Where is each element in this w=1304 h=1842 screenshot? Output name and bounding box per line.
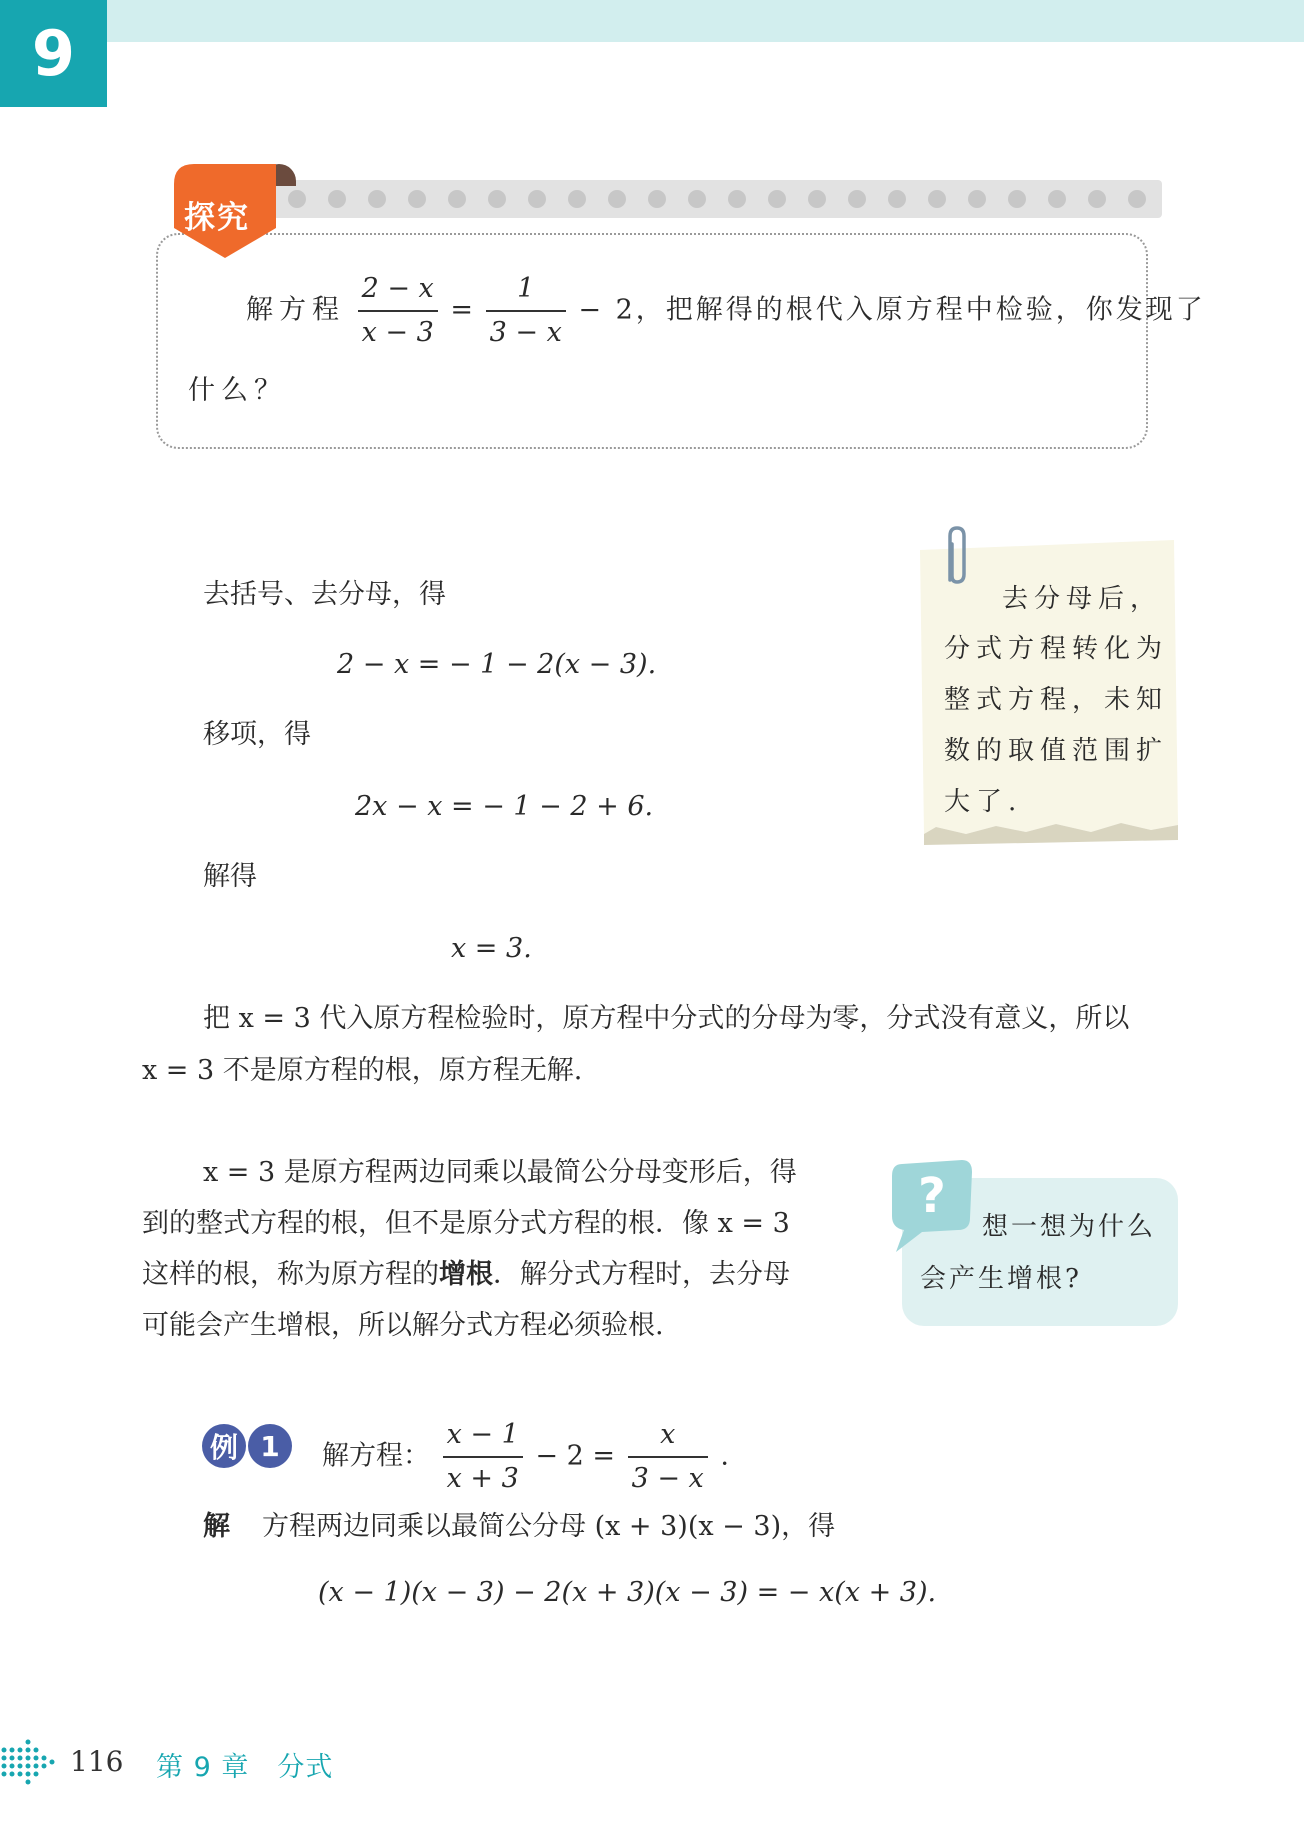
strip-dot: [968, 190, 986, 208]
explore-suffix: − 2，把解得的根代入原方程中检验，你发现了: [578, 294, 1206, 326]
strip-dot: [528, 190, 546, 208]
explore-tab-label: 探究: [184, 200, 250, 236]
strip-dot: [1128, 190, 1146, 208]
note-line: 整式方程，未知: [944, 685, 1169, 715]
strip-dot: [408, 190, 426, 208]
explore-fraction-2: [486, 272, 566, 350]
fraction-denominator: x − 3: [358, 310, 438, 350]
strip-dot: [888, 190, 906, 208]
strip-dot: [808, 190, 826, 208]
strip-dot: [368, 190, 386, 208]
equation-2: 2x − x = − 1 − 2 + 6.: [355, 791, 654, 822]
strip-dot: [488, 190, 506, 208]
note-line: 大了.: [944, 787, 1023, 817]
note-line: 去分母后，: [1002, 584, 1163, 614]
chapter-number-badge: 9: [0, 0, 107, 107]
note-line: 数的取值范围扩: [944, 736, 1169, 766]
example-prefix: 解方程：: [322, 1440, 430, 1472]
example-fraction-2: [628, 1418, 708, 1496]
strip-dot: [1008, 190, 1026, 208]
question-line-2: 会产生增根?: [920, 1264, 1082, 1294]
paragraph-text: 这样的根，称为原方程的: [142, 1259, 439, 1290]
footer-chapter-label: 第 9 章 分式: [156, 1752, 334, 1783]
equation-3: x = 3.: [451, 933, 532, 964]
strip-dot: [448, 190, 466, 208]
fraction-numerator: x − 1: [446, 1419, 519, 1450]
paragraph-text: ．解分式方程时，去分母: [493, 1259, 790, 1290]
page-number: 116: [70, 1745, 124, 1778]
paragraph-2-line-1: x = 3 是原方程两边同乘以最简公分母变形后，得: [203, 1157, 797, 1188]
strip-dot: [768, 190, 786, 208]
strip-dot: [568, 190, 586, 208]
strip-dot: [648, 190, 666, 208]
fraction-denominator: 3 − x: [628, 1456, 708, 1496]
paragraph-2-line-3: [142, 1258, 790, 1292]
fraction-numerator: x: [660, 1419, 676, 1450]
paragraph-2-line-2: 到的整式方程的根，但不是原分式方程的根．像 x = 3: [142, 1208, 790, 1239]
fraction-numerator: 1: [517, 273, 535, 304]
question-mark: ?: [918, 1168, 946, 1224]
strip-dot: [288, 190, 306, 208]
example-middle: − 2 =: [535, 1440, 615, 1472]
paragraph-2-line-4: 可能会产生增根，所以解分式方程必须验根.: [142, 1310, 664, 1341]
strip-dot: [608, 190, 626, 208]
paragraph-1-line-1: 把 x = 3 代入原方程检验时，原方程中分式的分母为零，分式没有意义，所以: [203, 1003, 1130, 1034]
explore-equation-line: [246, 272, 1206, 350]
solution-equation: (x − 1)(x − 3) − 2(x + 3)(x − 3) = − x(x + 3).: [318, 1577, 937, 1608]
example-equation: [322, 1418, 729, 1496]
header-bar: [107, 0, 1304, 42]
strip-dot: [728, 190, 746, 208]
fraction-denominator: x + 3: [443, 1456, 523, 1496]
strip-dot: [688, 190, 706, 208]
fraction-numerator: 2 − x: [361, 273, 434, 304]
explore-dotted-strip: [272, 180, 1162, 218]
paperclip-icon: [940, 524, 974, 588]
example-label-char: 例: [202, 1424, 246, 1468]
explore-fraction-1: [358, 272, 438, 350]
strip-dot: [928, 190, 946, 208]
paragraph-1-line-2: x = 3 不是原方程的根，原方程无解.: [142, 1055, 583, 1086]
equation-1: 2 − x = − 1 − 2(x − 3).: [337, 649, 657, 680]
solution-label: 解: [203, 1511, 230, 1542]
example-label-number: 1: [248, 1424, 292, 1468]
explore-prefix: 解方程: [246, 294, 345, 326]
term-highlight: 增根: [439, 1259, 493, 1290]
note-line: 分式方程转化为: [944, 634, 1169, 664]
strip-dot: [328, 190, 346, 208]
question-line-1: 想一想为什么: [982, 1212, 1157, 1242]
solution-text: 方程两边同乘以最简公分母 (x + 3)(x − 3)，得: [262, 1511, 836, 1542]
strip-dot: [848, 190, 866, 208]
step-label-3: 解得: [203, 861, 257, 892]
step-label-2: 移项，得: [203, 719, 311, 750]
example-end: .: [720, 1440, 729, 1472]
equals-sign: =: [450, 294, 474, 326]
strip-dot: [1088, 190, 1106, 208]
explore-line-2: 什么？: [188, 375, 287, 406]
step-label-1: 去括号、去分母，得: [203, 579, 446, 610]
strip-dot: [1048, 190, 1066, 208]
footer-dots-icon: [0, 1738, 60, 1788]
example-fraction-1: [443, 1418, 523, 1496]
fraction-denominator: 3 − x: [486, 310, 566, 350]
